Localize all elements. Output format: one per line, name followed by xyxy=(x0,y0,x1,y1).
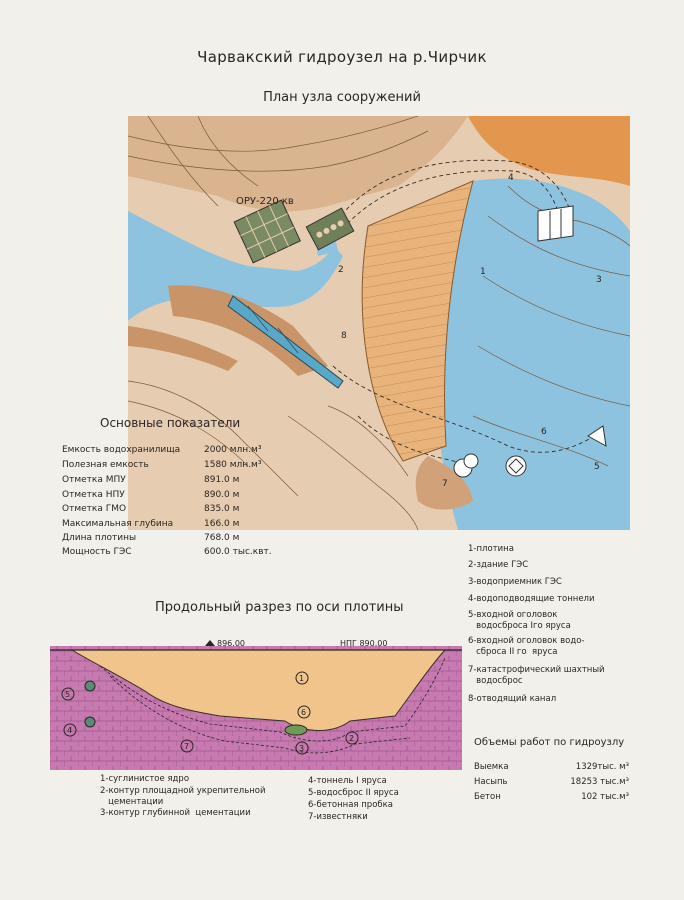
indicator-value: 1580 млн.м³ xyxy=(204,460,262,470)
tunnel-1-section xyxy=(85,681,95,691)
crest-mark-icon xyxy=(205,640,215,646)
section-legend-item: 7-известняки xyxy=(308,812,368,822)
section-marker-2: 2 xyxy=(349,734,355,743)
plan-marker-7: 7 xyxy=(442,479,448,489)
hes-intake xyxy=(538,206,573,241)
spillway-intake-2 xyxy=(506,456,526,476)
indicator-label: Емкость водохранилища xyxy=(62,445,181,455)
cross-section-diagram xyxy=(50,636,462,770)
volume-label: Насыпь xyxy=(474,777,508,787)
indicator-label: Отметка НПУ xyxy=(62,490,125,500)
page-title: Чарвакский гидроузел на р.Чирчик xyxy=(197,48,487,66)
indicator-label: Отметка ГМО xyxy=(62,504,127,514)
plan-legend-item: 6-входной оголовок водо- сброса II го яруса xyxy=(468,636,585,657)
section-marker-5: 5 xyxy=(65,690,71,699)
volume-value: 102 тыс.м³ xyxy=(581,792,629,802)
plan-legend-item: 1-плотина xyxy=(468,544,514,554)
volume-label: Выемка xyxy=(474,762,509,772)
volume-value: 18253 тыс.м³ xyxy=(570,777,629,787)
section-legend-item: 3-контур глубинной цементации xyxy=(100,808,251,818)
section-legend-item: 6-бетонная пробка xyxy=(308,800,393,810)
section-title: Продольный разрез по оси плотины xyxy=(155,600,404,615)
indicators-title: Основные показатели xyxy=(100,416,241,430)
volume-value: 1329тыс. м³ xyxy=(575,762,629,772)
volume-label: Бетон xyxy=(474,792,501,802)
indicator-label: Максимальная глубина xyxy=(62,519,174,529)
indicator-value: 768.0 м xyxy=(204,533,240,543)
concrete-plug xyxy=(285,725,307,735)
reservoir-water xyxy=(438,179,630,530)
section-legend-item: 4-тоннель I яруса xyxy=(308,776,387,786)
npu-mark-label: НПГ 890.00 xyxy=(340,639,388,648)
volumes-title: Объемы работ по гидроузлу xyxy=(474,737,625,748)
indicator-value: 835.0 м xyxy=(204,504,240,514)
plan-marker-3: 3 xyxy=(596,275,602,285)
plan-marker-6: 6 xyxy=(541,427,547,437)
plan-legend-item: 5-входной оголовок водосброса Iго яруса xyxy=(468,610,571,631)
plan-marker-1: 1 xyxy=(480,267,486,277)
indicator-value: 600.0 тыс.квт. xyxy=(204,547,272,557)
plan-marker-4: 4 xyxy=(508,173,514,183)
plan-legend-item: 2-здание ГЭС xyxy=(468,560,529,570)
plan-marker-8: 8 xyxy=(341,331,347,341)
section-legend-item: 1-суглинистое ядро xyxy=(100,774,190,784)
spillway-2-section xyxy=(85,717,95,727)
section-marker-7: 7 xyxy=(184,742,190,751)
indicator-label: Полезная емкость xyxy=(62,460,149,470)
section-marker-6: 6 xyxy=(301,708,307,717)
section-legend-item: 2-контур площадной укрепительной цементации xyxy=(100,786,266,807)
indicator-value: 166.0 м xyxy=(204,519,240,529)
section-marker-3: 3 xyxy=(299,744,305,753)
section-marker-1: 1 xyxy=(299,674,305,683)
indicator-label: Отметка МПУ xyxy=(62,475,126,485)
indicator-value: 2000 млн.м³ xyxy=(204,445,262,455)
indicator-label: Мощность ГЭС xyxy=(62,547,132,557)
plan-marker-2: 2 xyxy=(338,265,344,275)
plan-legend-item: 8-отводящий канал xyxy=(468,694,557,704)
oru-label: ОРУ-220 кв xyxy=(236,196,294,207)
indicator-label: Длина плотины xyxy=(62,533,137,543)
plan-legend-item: 7-катастрофический шахтный водосброс xyxy=(468,665,605,686)
section-marker-4: 4 xyxy=(67,726,73,735)
plan-legend-item: 3-водоприемник ГЭС xyxy=(468,577,562,587)
plan-title: План узла сооружений xyxy=(263,90,421,105)
plan-marker-5: 5 xyxy=(594,462,600,472)
indicator-value: 890.0 м xyxy=(204,490,240,500)
plan-legend-item: 4-водоподводящие тоннели xyxy=(468,594,595,604)
indicator-value: 891.0 м xyxy=(204,475,240,485)
section-legend-item: 5-водосброс II яруса xyxy=(308,788,399,798)
crest-mark-label: 896.00 xyxy=(217,639,245,648)
